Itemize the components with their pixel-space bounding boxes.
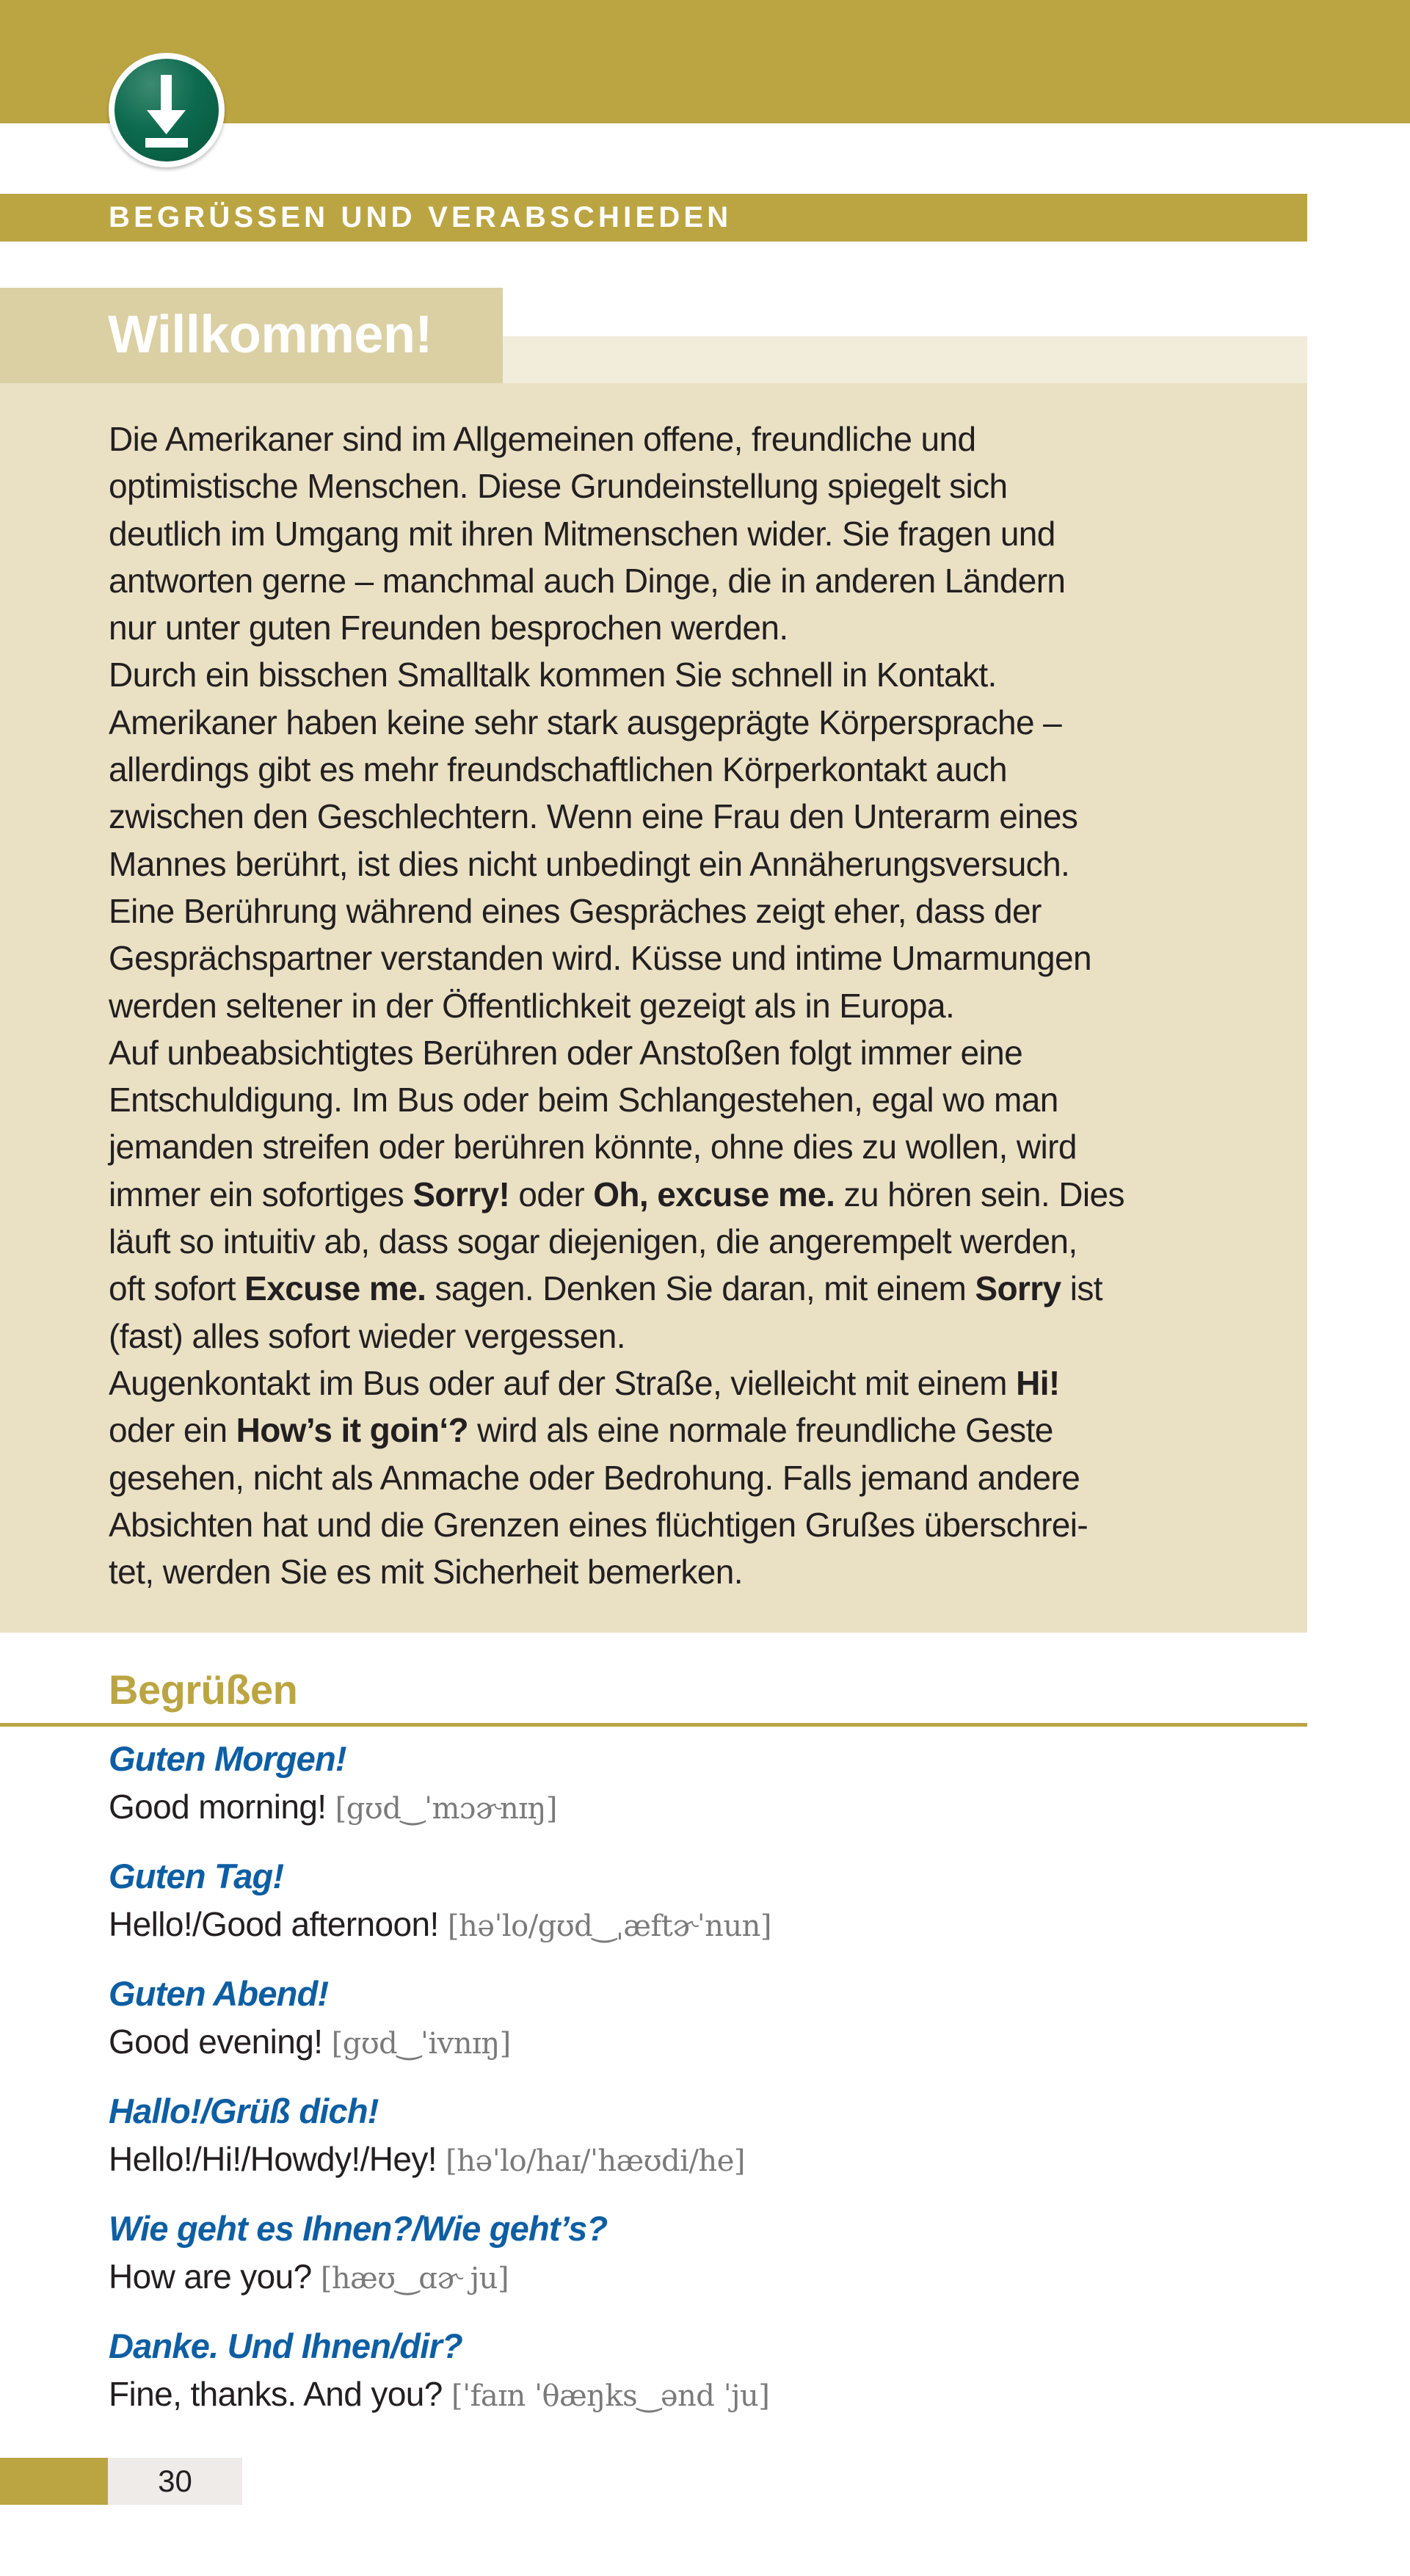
paragraph-line xyxy=(109,1171,1298,1218)
info-title-band xyxy=(503,336,1307,383)
phrase-english xyxy=(109,2370,769,2420)
paragraph-line xyxy=(109,982,1298,1029)
phrase-ipa: [hæʊ‿ɑɚ ju] xyxy=(320,2262,509,2296)
text-run: antworten gerne – manchmal auch Dinge, die in anderen Ländern xyxy=(109,561,1066,600)
paragraph-line xyxy=(109,1548,1298,1595)
emphasized-phrase: Sorry xyxy=(975,1269,1061,1308)
text-run: wird als eine normale freundliche Geste xyxy=(468,1411,1053,1450)
text-run: zu hören sein. Dies xyxy=(835,1175,1124,1213)
phrase-ipa: [ˈfaɪn ˈθæŋks‿ənd ˈju] xyxy=(451,2379,770,2413)
phrase-ipa: [həˈlo/haɪ/ˈhæʊdi/he] xyxy=(446,2144,745,2178)
paragraph-line xyxy=(109,1123,1298,1170)
phrase-english xyxy=(109,2018,511,2067)
paragraph-line xyxy=(109,888,1298,935)
phrase-german: Hallo!/Grüß dich! xyxy=(109,2091,379,2130)
phrase-english xyxy=(109,1901,771,1950)
phrase-english-text: Good evening! xyxy=(109,2022,323,2061)
page-number: 30 xyxy=(108,2458,242,2505)
phrase-english-text: Hello!/Hi!/Howdy!/Hey! xyxy=(109,2140,437,2178)
text-run: Auf unbeabsichtigtes Berühren oder Anstoßen folgt immer eine xyxy=(109,1033,1023,1072)
download-icon xyxy=(115,59,219,162)
phrase-german: Guten Morgen! xyxy=(109,1739,346,1778)
page-number-tab xyxy=(0,2458,108,2505)
text-run: Absichten hat und die Grenzen eines flüchtigen Grußes überschrei- xyxy=(109,1505,1089,1544)
text-run: immer ein sofortiges xyxy=(109,1175,413,1213)
paragraph-line xyxy=(109,1360,1298,1407)
section-bar xyxy=(0,194,1307,242)
section-title: BEGRÜSSEN UND VERABSCHIEDEN xyxy=(109,201,733,233)
text-run: Die Amerikaner sind im Allgemeinen offene, freundliche und xyxy=(109,420,976,458)
text-run: Eine Berührung während eines Gespräches zeigt eher, dass der xyxy=(109,891,1042,930)
paragraph-line xyxy=(109,746,1298,793)
phrase-english-text: Hello!/Good afternoon! xyxy=(109,1905,439,1943)
paragraph-line xyxy=(109,462,1298,509)
text-run: Entschuldigung. Im Bus oder beim Schlangestehen, egal wo man xyxy=(109,1081,1058,1120)
greetings-divider xyxy=(0,1723,1307,1727)
phrase-english-text: Good morning! xyxy=(109,1788,327,1826)
text-run: deutlich im Umgang mit ihren Mitmenschen wider. Sie fragen und xyxy=(109,514,1055,553)
text-run: optimistische Menschen. Diese Grundeinstellung spiegelt sich xyxy=(109,467,1008,506)
text-run: Mannes berührt, ist dies nicht unbedingt ein Annäherungsversuch. xyxy=(109,844,1070,883)
text-run: oft sofort xyxy=(109,1269,245,1308)
greetings-heading: Begrüßen xyxy=(109,1666,298,1713)
text-run: tet, werden Sie es mit Sicherheit bemerken. xyxy=(109,1553,743,1592)
paragraph-line xyxy=(109,1265,1298,1312)
paragraph-line xyxy=(109,1218,1298,1265)
paragraph-line xyxy=(109,841,1298,888)
text-run: Augenkontakt im Bus oder auf der Straße, vielleicht mit einem xyxy=(109,1363,1017,1402)
phrase-german: Danke. Und Ihnen/dir? xyxy=(109,2326,462,2365)
phrase-english-text: How are you? xyxy=(109,2257,312,2296)
text-run: Amerikaner haben keine sehr stark ausgeprägte Körpersprache – xyxy=(109,703,1062,741)
text-run: werden seltener in der Öffentlichkeit gezeigt als in Europa. xyxy=(109,986,955,1025)
text-run: (fast) alles sofort wieder vergessen. xyxy=(109,1316,625,1355)
paragraph-line xyxy=(109,1029,1298,1076)
phrase-ipa: [gʊd‿ˈmɔɚnɪŋ] xyxy=(335,1792,557,1826)
paragraph-line xyxy=(109,651,1298,698)
paragraph-line xyxy=(109,793,1298,840)
text-run: nur unter guten Freunden besprochen werden. xyxy=(109,609,788,647)
text-run: oder ein xyxy=(109,1411,236,1450)
phrase-german: Guten Tag! xyxy=(109,1857,284,1895)
emphasized-phrase: Oh, excuse me. xyxy=(593,1175,835,1213)
text-run: allerdings gibt es mehr freundschaftlichen Körperkontakt auch xyxy=(109,750,1007,789)
paragraph-line xyxy=(109,699,1298,746)
text-run: Durch ein bisschen Smalltalk kommen Sie schnell in Kontakt. xyxy=(109,656,997,694)
emphasized-phrase: Hi! xyxy=(1016,1363,1060,1402)
emphasized-phrase: Excuse me. xyxy=(244,1269,426,1308)
text-run: oder xyxy=(509,1175,594,1213)
info-paragraph xyxy=(109,416,1298,1595)
paragraph-line xyxy=(109,1454,1298,1501)
info-title: Willkommen! xyxy=(108,305,432,364)
text-run: läuft so intuitiv ab, dass sogar diejenigen, die angerempelt werden, xyxy=(109,1222,1078,1261)
emphasized-phrase: How’s it goin‘? xyxy=(236,1411,468,1450)
text-run: ist xyxy=(1061,1269,1102,1308)
paragraph-line xyxy=(109,557,1298,604)
text-run: sagen. Denken Sie daran, mit einem xyxy=(426,1269,975,1308)
phrase-german: Guten Abend! xyxy=(109,1974,329,2013)
paragraph-line xyxy=(109,510,1298,557)
text-run: Gesprächspartner verstanden wird. Küsse und intime Umarmungen xyxy=(109,939,1091,978)
text-run: zwischen den Geschlechtern. Wenn eine Frau den Unterarm eines xyxy=(109,797,1078,836)
paragraph-line xyxy=(109,1407,1298,1454)
info-title-box xyxy=(0,288,503,383)
phrase-english xyxy=(109,2136,745,2185)
text-run: gesehen, nicht als Anmache oder Bedrohung. Falls jemand andere xyxy=(109,1458,1080,1497)
paragraph-line xyxy=(109,604,1298,651)
phrase-german: Wie geht es Ihnen?/Wie geht’s? xyxy=(109,2209,608,2248)
phrase-english-text: Fine, thanks. And you? xyxy=(109,2375,443,2413)
paragraph-line xyxy=(109,416,1298,462)
text-run: jemanden streifen oder berühren könnte, ohne dies zu wollen, wird xyxy=(109,1128,1077,1167)
paragraph-line xyxy=(109,1501,1298,1548)
emphasized-phrase: Sorry! xyxy=(413,1175,510,1213)
paragraph-line xyxy=(109,935,1298,982)
paragraph-line xyxy=(109,1313,1298,1360)
phrase-english xyxy=(109,1783,557,1832)
download-button[interactable] xyxy=(109,53,225,167)
phrase-english xyxy=(109,2253,509,2302)
phrase-ipa: [gʊd‿ˈivnɪŋ] xyxy=(331,2027,511,2061)
paragraph-line xyxy=(109,1076,1298,1123)
phrase-ipa: [həˈlo/gʊd‿ˌæftɚˈnun] xyxy=(447,1909,771,1943)
